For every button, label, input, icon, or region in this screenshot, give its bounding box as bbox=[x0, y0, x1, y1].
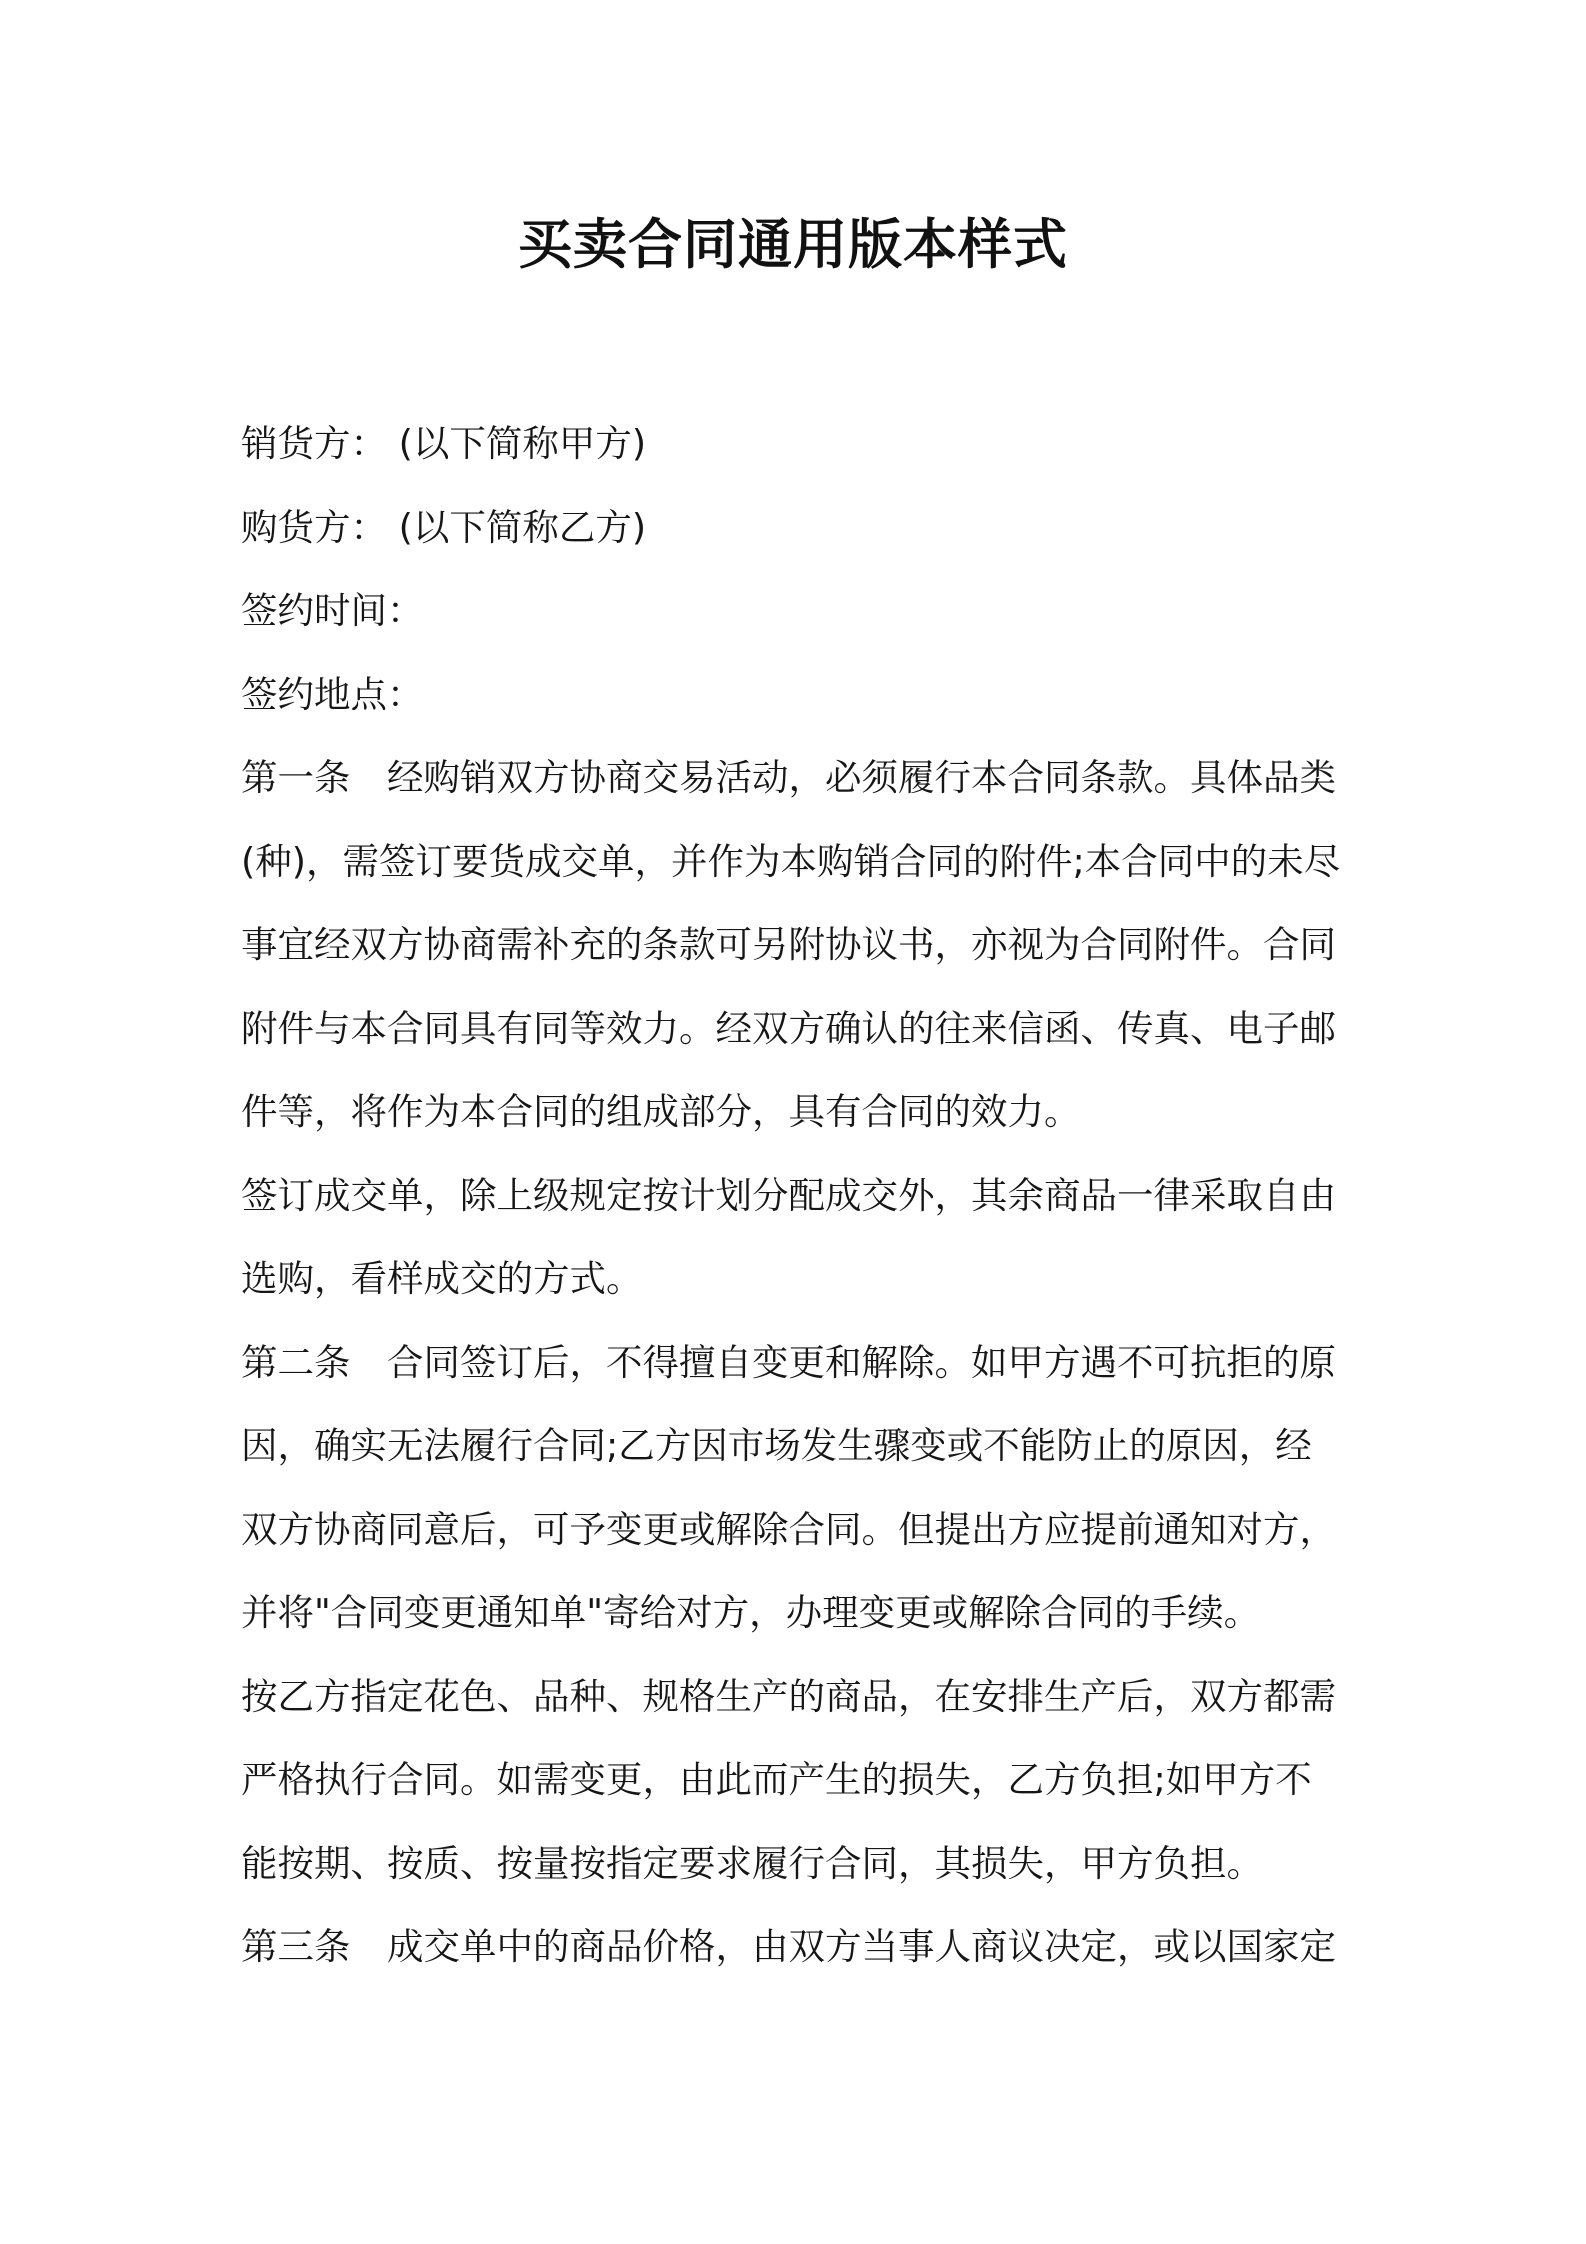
article-2-para-2-line-1: 按乙方指定花色、品种、规格生产的商品，在安排生产后，双方都需 bbox=[241, 1674, 1336, 1718]
signing-place-line: 签约地点： bbox=[241, 672, 424, 716]
document-title: 买卖合同通用版本样式 bbox=[518, 213, 1068, 276]
article-2-para-2-line-3: 能按期、按质、按量按指定要求履行合同，其损失，甲方负担。 bbox=[241, 1841, 1263, 1885]
article-1-line-3: 事宜经双方协商需补充的条款可另附协议书，亦视为合同附件。合同 bbox=[241, 923, 1336, 966]
seller-line: 销货方： (以下简称甲方) bbox=[241, 422, 647, 465]
article-2-line-3: 双方协商同意后，可予变更或解除合同。但提出方应提前通知对方， bbox=[241, 1507, 1336, 1551]
article-2-para-2-line-2: 严格执行合同。如需变更，由此而产生的损失，乙方负担;如甲方不 bbox=[241, 1758, 1312, 1801]
article-1-line-2: (种)，需签订要货成交单，并作为本购销合同的附件;本合同中的未尽 bbox=[241, 839, 1341, 883]
buyer-line: 购货方： (以下简称乙方) bbox=[241, 505, 647, 549]
signing-time-line: 签约时间： bbox=[241, 589, 424, 632]
article-1-para-2-line-1: 签订成交单，除上级规定按计划分配成交外，其余商品一律采取自由 bbox=[241, 1173, 1336, 1217]
article-1-para-2-line-2: 选购，看样成交的方式。 bbox=[241, 1257, 643, 1300]
article-2-line-4: 并将"合同变更通知单"寄给对方，办理变更或解除合同的手续。 bbox=[241, 1591, 1261, 1634]
document-body bbox=[241, 402, 1359, 1989]
article-1-line-5: 件等，将作为本合同的组成部分，具有合同的效力。 bbox=[241, 1090, 1081, 1133]
article-2-line-1: 第二条 合同签订后，不得擅自变更和解除。如甲方遇不可抗拒的原 bbox=[241, 1340, 1336, 1384]
article-3-line-1: 第三条 成交单中的商品价格，由双方当事人商议决定，或以国家定 bbox=[241, 1925, 1336, 1968]
article-1-line-4: 附件与本合同具有同等效力。经双方确认的往来信函、传真、电子邮 bbox=[241, 1006, 1336, 1050]
article-1-line-1: 第一条 经购销双方协商交易活动，必须履行本合同条款。具体品类 bbox=[241, 756, 1336, 799]
article-2-line-2: 因，确实无法履行合同;乙方因市场发生骤变或不能防止的原因，经 bbox=[241, 1424, 1312, 1467]
